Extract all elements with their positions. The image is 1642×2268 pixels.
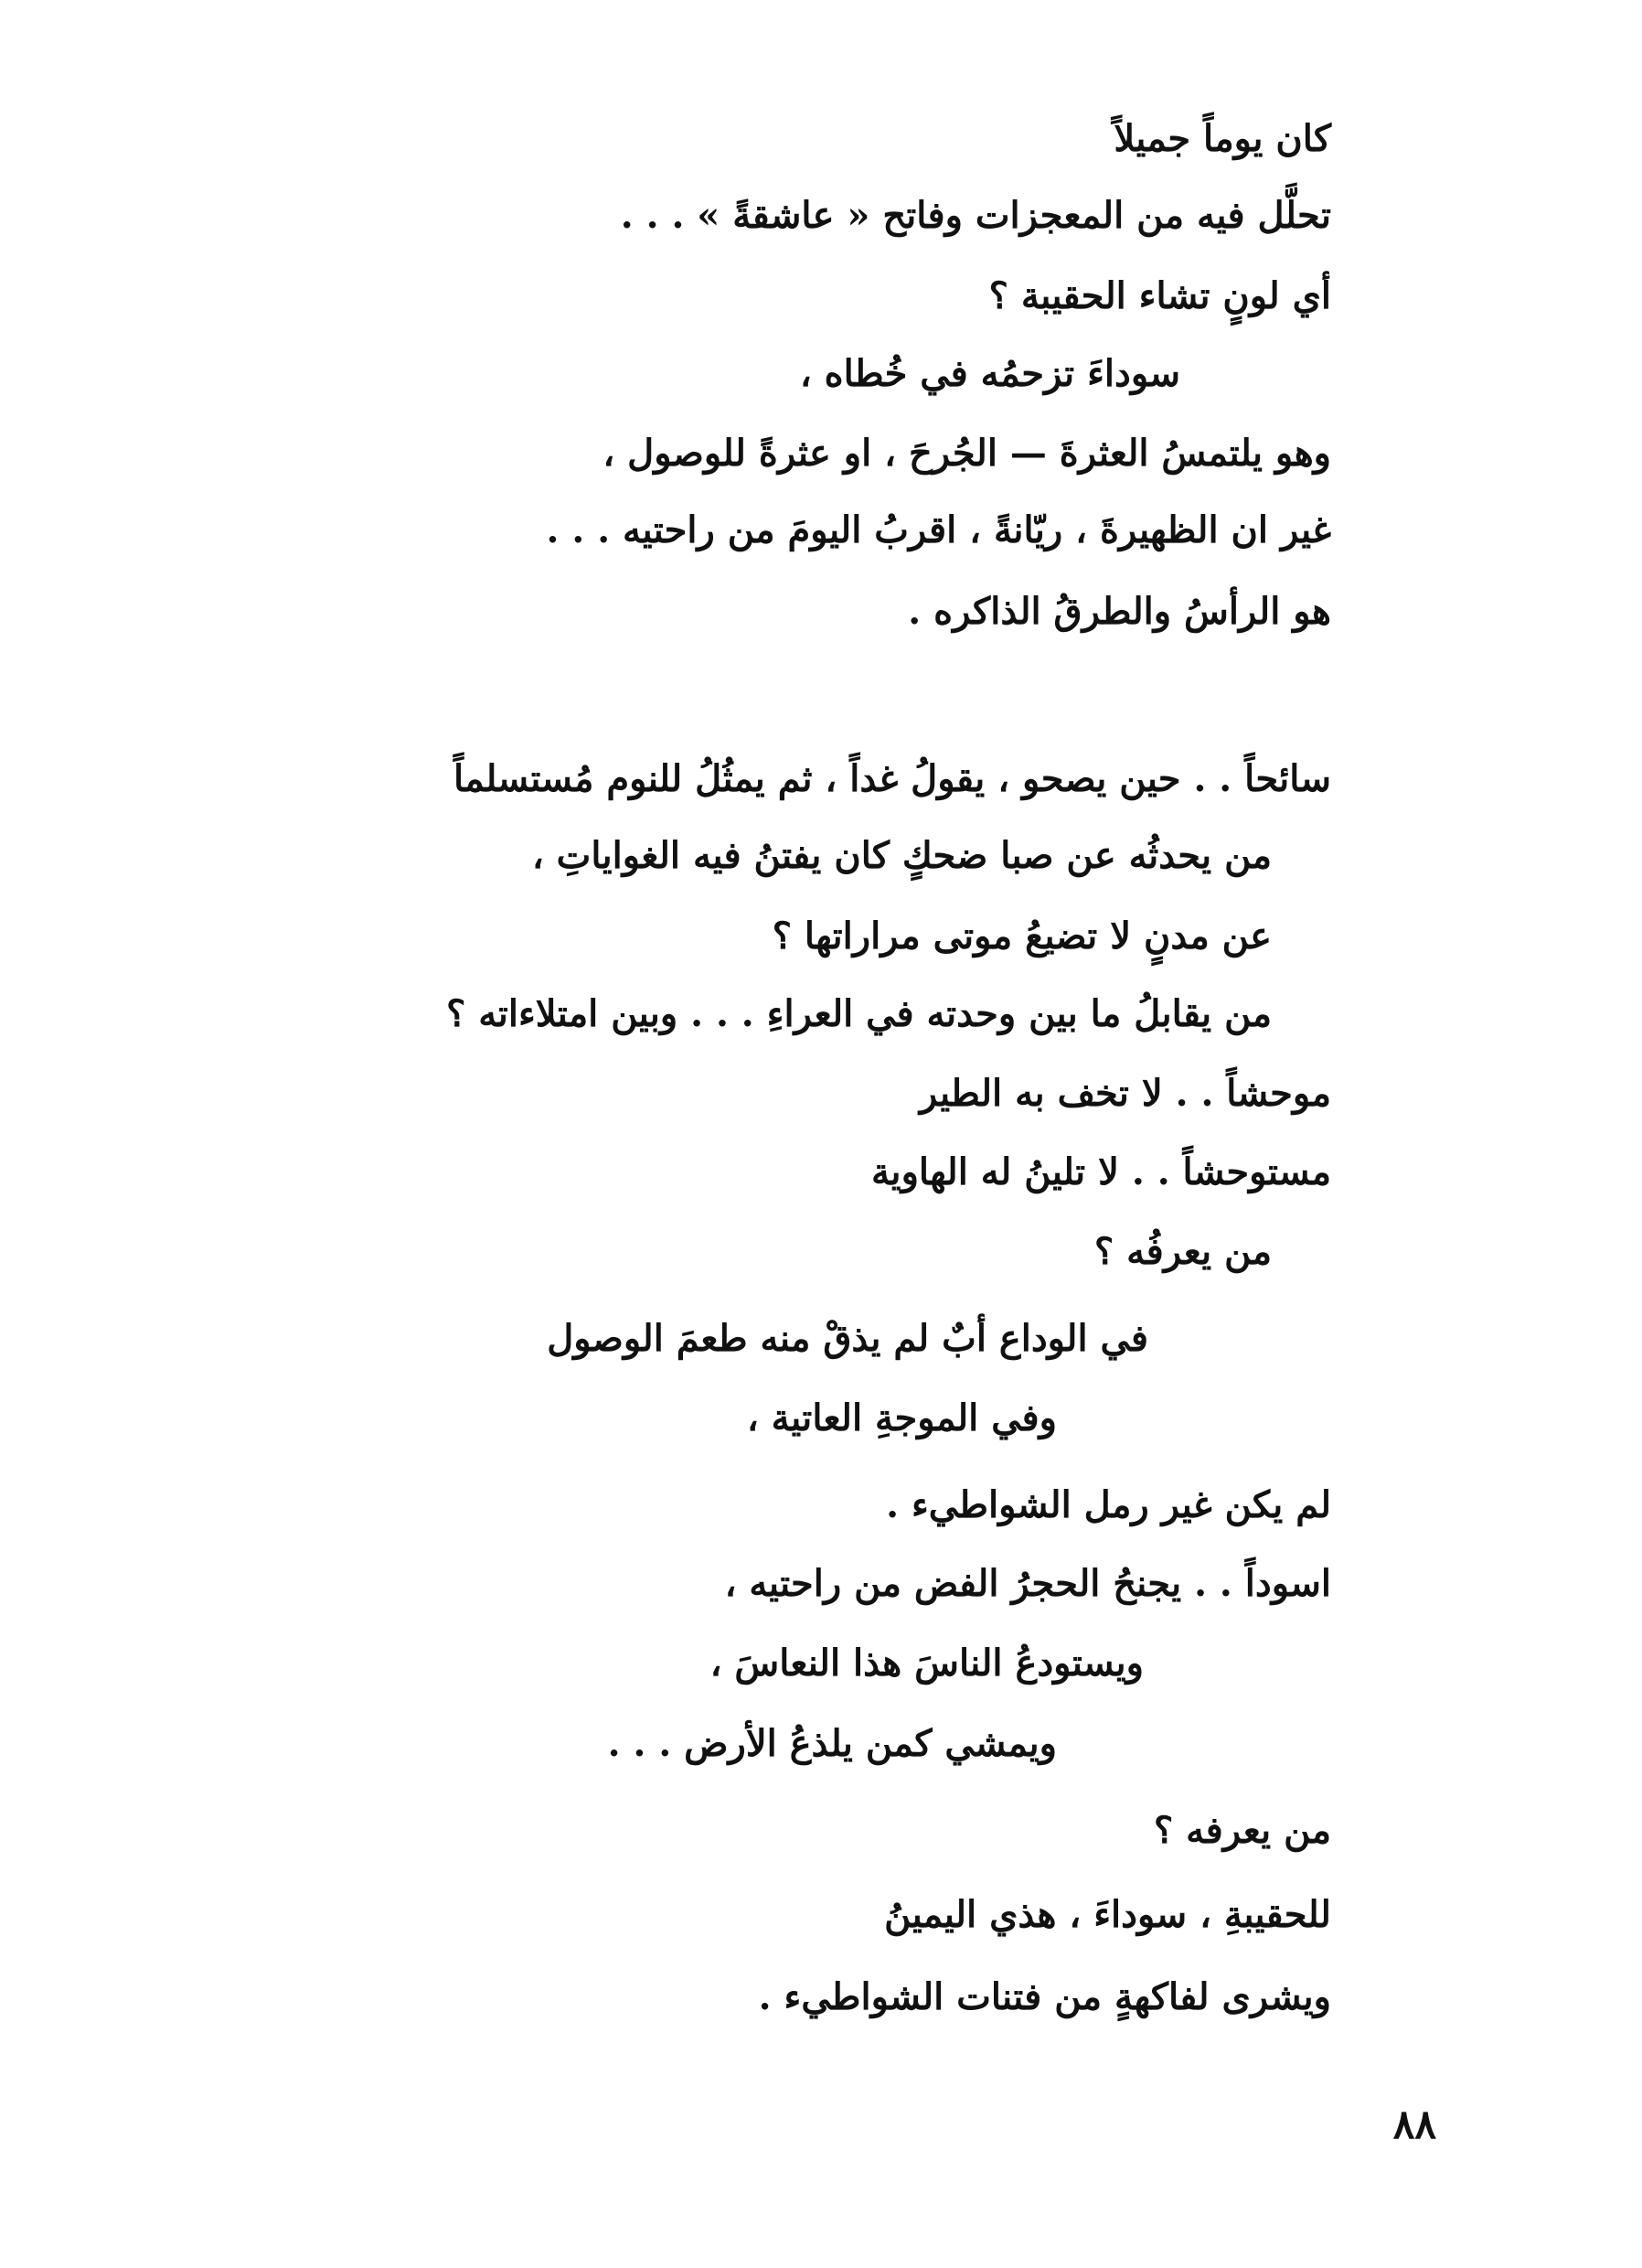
poem-line: ويمشي كمن يلذعُ الأرض . . . (607, 1722, 1057, 1765)
poem-line: وهو يلتمسُ العثرةَ — الجُرحَ ، او عثرةً للوصول ، (602, 432, 1331, 475)
poem-line: وفي الموجةِ العاتية ، (746, 1396, 1057, 1439)
poem-line: للحقيبةِ ، سوداءَ ، هذي اليمينُ (884, 1893, 1331, 1936)
poem-line: أي لونٍ تشاء الحقيبة ؟ (988, 274, 1331, 317)
poem-line: من يقابلُ ما بين وحدته في العراءِ . . . وبين امتلاءاته ؟ (446, 992, 1272, 1035)
poem-line: في الوداع أبٌ لم يذقْ منه طعمَ الوصول (547, 1317, 1148, 1360)
poem-line: سائحاً . . حين يصحو ، يقولُ غداً ، ثم يمثُلُ للنوم مُستسلماً (453, 757, 1331, 800)
poem-line: لم يكن غير رمل الشواطيء . (886, 1483, 1331, 1526)
poem-line: من يعرفه ؟ (1153, 1809, 1331, 1852)
poem-line: من يعرفُه ؟ (1093, 1230, 1272, 1273)
poem-line: كان يوماً جميلاً (1114, 117, 1331, 160)
poem-line: سوداءَ تزحمُه في خُطاه ، (799, 352, 1180, 395)
page-number: ٨٨ (1392, 2102, 1436, 2148)
poem-line: غير ان الظهيرةَ ، ريّانةً ، اقربُ اليومَ من راحتيه . . . (546, 508, 1331, 551)
poem-line: تحلَّل فيه من المعجزات وفاتح « عاشقةً » . . . (620, 194, 1331, 237)
poem-line: اسوداً . . يجنحُ الحجرُ الفض من راحتيه ، (724, 1562, 1331, 1605)
poem-line: موحشاً . . لا تخف به الطير (919, 1072, 1331, 1115)
poem-line: ويستودعُ الناسَ هذا النعاسَ ، (709, 1642, 1144, 1685)
poem-line: ويشرى لفاكهةٍ من فتنات الشواطيء . (758, 1975, 1331, 2018)
poem-line: هو الرأسُ والطرقُ الذاكره . (908, 590, 1331, 633)
poem-line: عن مدنٍ لا تضيعُ موتى مراراتها ؟ (772, 915, 1272, 957)
poem-line: من يحدثُه عن صبا ضحكٍ كان يفتنُ فيه الغواياتِ ، (531, 834, 1272, 877)
poem-line: مستوحشاً . . لا تلينُ له الهاوية (870, 1150, 1331, 1193)
